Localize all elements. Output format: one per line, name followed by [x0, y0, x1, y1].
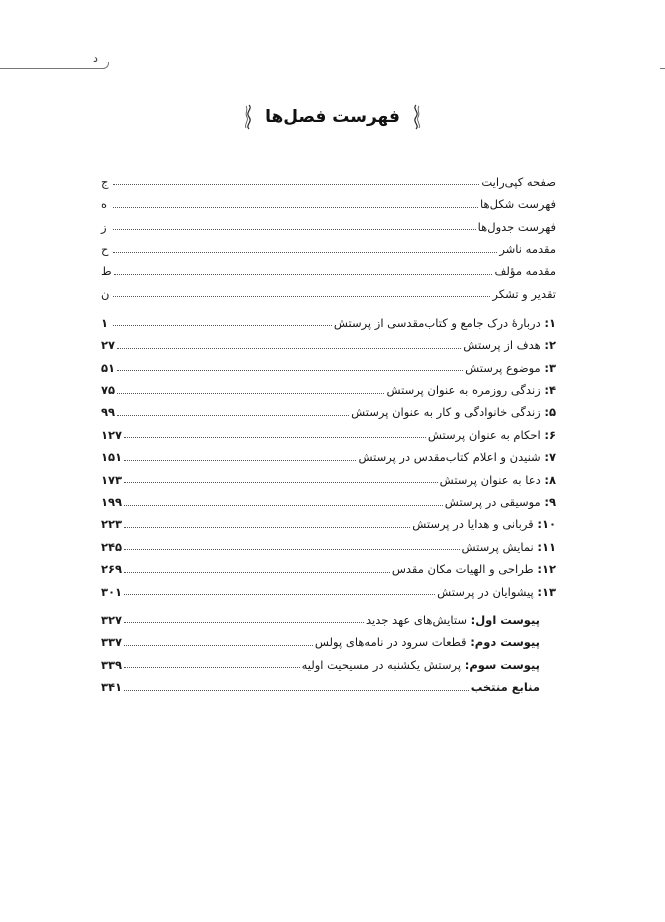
toc-entry-page: ۱۹۹	[101, 495, 123, 510]
toc-entry-page: ۳۳۹	[101, 657, 123, 672]
toc-entry-page: ح	[101, 242, 109, 257]
toc-entry-label	[392, 564, 556, 576]
appendix-prefix: منابع منتخب	[470, 680, 540, 695]
chapter-number: ۳:	[544, 360, 556, 375]
toc-entry-chapter-9[interactable]	[101, 486, 556, 508]
toc-entry-page: ۱۷۳	[101, 472, 123, 487]
edge-mark	[660, 68, 665, 69]
toc-entry-page: ۲۷	[101, 338, 116, 353]
toc-entry-figures[interactable]	[101, 188, 556, 210]
toc-entry-label	[386, 385, 556, 397]
toc-entry-appendix-3[interactable]	[101, 649, 540, 671]
page-title: فهرست فصل‌ها	[265, 107, 400, 127]
toc-entry-page: ۱	[101, 315, 109, 330]
front-matter-list	[101, 166, 556, 300]
chapter-number: ۱۱:	[537, 539, 556, 554]
toc-entry-label	[465, 360, 556, 375]
toc-entry-page: ج	[101, 174, 109, 189]
toc-entry-label	[333, 315, 556, 330]
toc-entry-label	[358, 452, 556, 464]
toc-entry-label	[351, 407, 556, 419]
dot-leader	[124, 482, 438, 483]
toc-entry-page: ۷۵	[101, 383, 116, 398]
toc-entry-page: ۲۲۳	[101, 517, 123, 532]
chapter-number: ۴:	[544, 383, 556, 398]
toc-entry-page: ط	[101, 264, 112, 279]
toc-entry-chapter-8[interactable]	[101, 464, 556, 486]
toc-entry-tables[interactable]	[101, 211, 556, 233]
chapter-title: هدف از پرستش	[463, 338, 541, 353]
dot-leader	[124, 594, 435, 595]
toc-entry-publisher-preface[interactable]	[101, 233, 556, 255]
toc-entry-label: مقدمه مؤلف	[494, 264, 556, 279]
dot-leader	[124, 437, 426, 438]
dot-leader	[117, 415, 349, 416]
toc-entry-label	[427, 427, 556, 442]
dot-leader	[124, 645, 313, 646]
toc-entry-label: مقدمه ناشر	[499, 242, 556, 257]
toc-entry-author-preface[interactable]	[101, 256, 556, 278]
toc-entry-label	[412, 519, 556, 531]
chapter-title: موسیقی در پرستش	[444, 495, 541, 510]
title-block	[0, 104, 665, 134]
toc-entry-chapter-6[interactable]	[101, 419, 556, 441]
toc-entry-bibliography[interactable]	[101, 671, 540, 693]
chapter-number: ۸:	[544, 472, 556, 487]
dot-leader	[124, 622, 364, 623]
chapter-title: نمایش پرستش	[461, 539, 534, 554]
toc-entry-page: ۱۵۱	[101, 450, 123, 465]
appendix-title: پرستش یکشنبه در مسیحیت اولیه	[301, 657, 462, 672]
toc-entry-page: ۹۹	[101, 405, 116, 420]
chapter-title: زندگی روزمره به عنوان پرستش	[386, 383, 541, 398]
chapter-number: ۷:	[544, 450, 556, 465]
ornament-left-icon	[243, 104, 255, 130]
toc-entry-label: فهرست جدول‌ها	[477, 219, 556, 234]
chapter-number: ۲:	[544, 338, 556, 353]
dot-leader	[113, 207, 478, 208]
toc-entry-page: ۲۴۵	[101, 539, 123, 554]
chapter-number: ۱۳:	[537, 584, 556, 599]
dot-leader	[124, 527, 410, 528]
chapter-title: دربارهٔ درک جامع و کتاب‌مقدسی از پرستش	[333, 315, 541, 330]
chapter-title: زندگی خانوادگی و کار به عنوان پرستش	[351, 405, 541, 420]
header-rule	[0, 68, 104, 69]
toc-entry-chapter-2[interactable]	[101, 329, 556, 351]
toc-entry-page: ۲۶۹	[101, 562, 123, 577]
chapter-title: قربانی و هدایا در پرستش	[412, 517, 534, 532]
chapter-title: موضوع پرستش	[465, 360, 541, 375]
toc-entry-label: فهرست شکل‌ها	[480, 197, 556, 212]
toc-entry-chapter-3[interactable]	[101, 352, 556, 374]
appendix-prefix: پیوست سوم:	[464, 657, 540, 672]
chapter-list	[101, 307, 556, 598]
dot-leader	[117, 370, 463, 371]
chapter-number: ۱۲:	[537, 562, 556, 577]
dot-leader	[124, 505, 443, 506]
chapter-title: طراحی و الهیات مکان مقدس	[391, 562, 534, 577]
toc-entry-label	[439, 472, 556, 487]
chapter-title: شنیدن و اعلام کتاب‌مقدس در پرستش	[358, 450, 541, 465]
appendix-prefix: پیوست اول:	[470, 612, 540, 627]
chapter-number: ۵:	[544, 405, 556, 420]
toc-entry-label	[366, 612, 540, 627]
appendix-prefix: پیوست دوم:	[470, 635, 540, 650]
header-rule-curl	[100, 62, 109, 69]
chapter-number: ۶:	[544, 427, 556, 442]
toc-entry-label	[471, 682, 540, 694]
dot-leader	[113, 229, 476, 230]
toc-entry-label	[445, 497, 556, 509]
chapter-number: ۱:	[544, 315, 556, 330]
toc-entry-page: ز	[101, 219, 107, 234]
toc-entry-chapter-10[interactable]	[101, 509, 556, 531]
toc-entry-appendix-1[interactable]	[101, 604, 540, 626]
dot-leader	[117, 348, 461, 349]
dot-leader	[113, 296, 490, 297]
dot-leader	[117, 393, 384, 394]
toc-entry-chapter-7[interactable]	[101, 441, 556, 463]
toc-entry-label	[315, 637, 540, 649]
dot-leader	[113, 184, 479, 185]
appendix-title: ستایش‌های عهد جدید	[366, 612, 467, 627]
toc-entry-chapter-5[interactable]	[101, 397, 556, 419]
toc-entry-chapter-1[interactable]	[101, 307, 556, 329]
chapter-title: پیشوایان در پرستش	[437, 584, 534, 599]
dot-leader	[113, 252, 497, 253]
chapter-title: دعا به عنوان پرستش	[439, 472, 541, 487]
dot-leader	[124, 690, 469, 691]
ornament-right-icon	[410, 104, 422, 130]
dot-leader	[124, 572, 390, 573]
dot-leader	[124, 667, 300, 668]
toc-entry-label	[301, 657, 540, 672]
appendix-list	[101, 604, 540, 694]
toc-entry-label: صفحه کپی‌رایت	[481, 174, 556, 189]
toc-entry-chapter-12[interactable]	[101, 553, 556, 575]
toc-entry-chapter-11[interactable]	[101, 531, 556, 553]
toc-entry-label	[461, 539, 557, 554]
toc-entry-appendix-2[interactable]	[101, 626, 540, 648]
dot-leader	[124, 460, 356, 461]
chapter-number: ۹:	[544, 495, 556, 510]
toc-entry-copyright[interactable]	[101, 166, 556, 188]
toc-entry-chapter-13[interactable]	[101, 576, 556, 598]
chapter-title: احکام به عنوان پرستش	[427, 427, 541, 442]
toc-entry-label: تقدیر و تشکر	[492, 286, 556, 301]
dot-leader	[113, 325, 332, 326]
toc-entry-page: ن	[101, 286, 110, 301]
toc-entry-page: ۳۳۷	[101, 635, 123, 650]
toc-entry-page: ۳۴۱	[101, 680, 123, 695]
toc-entry-page: ه	[101, 197, 108, 212]
toc-entry-page: ۳۲۷	[101, 612, 123, 627]
page-letter: د	[93, 52, 98, 65]
toc-entry-page: ۳۰۱	[101, 584, 123, 599]
toc-entry-label	[437, 584, 556, 599]
toc-entry-acknowledgments[interactable]	[101, 278, 556, 300]
dot-leader	[124, 549, 459, 550]
toc-entry-page: ۵۱	[101, 360, 116, 375]
toc-entry-label	[463, 340, 556, 352]
chapter-number: ۱۰:	[537, 517, 556, 532]
toc-entry-chapter-4[interactable]	[101, 374, 556, 396]
appendix-title: قطعات سرود در نامه‌های پولس	[314, 635, 467, 650]
dot-leader	[114, 274, 493, 275]
toc-entry-page: ۱۲۷	[101, 427, 123, 442]
